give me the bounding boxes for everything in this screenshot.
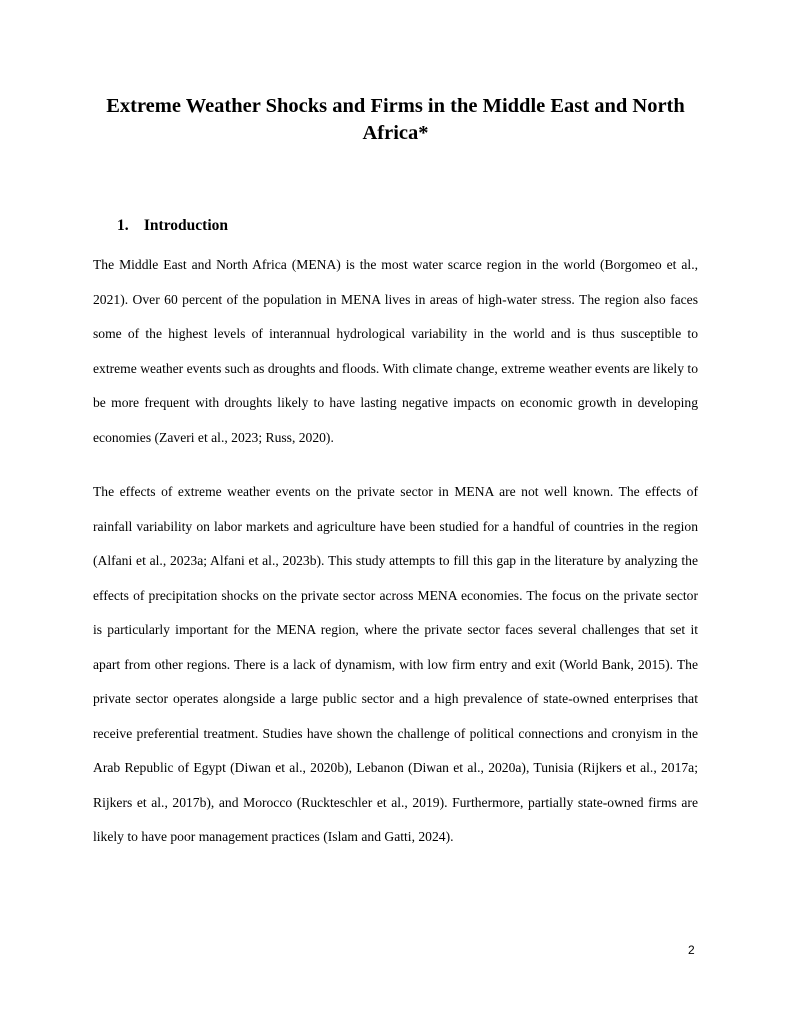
section-heading — [117, 216, 228, 236]
paragraph: The Middle East and North Africa (MENA) is the most water scarce region in the world (Borgomeo et al., 2021). Over 60 percent of the population in MENA lives in areas of high-water stress. The region also faces some of the highest levels of interannual hydrological variability in the world and is thus susceptible to extreme weather events such as droughts and floods. With climate change, extreme weather events are likely to be more frequent with droughts likely to have lasting negative impacts on economic growth in developing economies (Zaveri et al., 2023; Russ, 2020). — [93, 257, 698, 445]
page-number: 2 — [688, 943, 695, 957]
section-title: Introduction — [143, 217, 228, 234]
paragraph: The effects of extreme weather events on the private sector in MENA are not well known. The effects of rainfall variability on labor markets and agriculture have been studied for a handful of countries in the region (Alfani et al., 2023a; Alfani et al., 2023b). This study attempts to fill this gap in the literature by analyzing the effects of precipitation shocks on the private sector across MENA economies. The focus on the private sector is particularly important for the MENA region, where the private sector faces several challenges that set it apart from other regions. There is a lack of dynamism, with low firm entry and exit (World Bank, 2015). The private sector operates alongside a large public sector and a high prevalence of state-owned enterprises that receive preferential treatment. Studies have shown the challenge of political connections and cronyism in the Arab Republic of Egypt (Diwan et al., 2020b), Lebanon (Diwan et al., 2020a), Tunisia (Rijkers et al., 2017a; Rijkers et al., 2017b), and Morocco (Ruckteschler et al., 2019). Furthermore, partially state-owned firms are likely to have poor management practices (Islam and Gatti, 2024). — [93, 484, 698, 844]
document-title: Extreme Weather Shocks and Firms in the Middle East and North Africa* — [106, 95, 685, 144]
section-number: 1. — [117, 217, 129, 234]
